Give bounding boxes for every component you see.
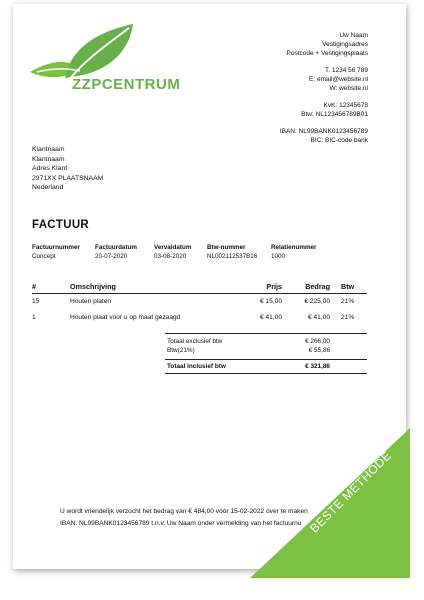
brand-name: ZZPCENTRUM	[72, 76, 181, 93]
sender-btw: Btw: NL123456789B01	[301, 111, 368, 118]
sender-postcode: Postcode + Vestigingsplaats	[286, 50, 368, 57]
column-header-description: Omschrijving	[70, 282, 116, 291]
client-address: Adres Klant	[32, 165, 68, 173]
meta-value: 03-08-2020	[154, 252, 187, 260]
meta-label: Factuurdatum	[95, 244, 137, 251]
row-qty: 1	[32, 314, 36, 321]
sender-kvk: KvK: 12345678	[323, 102, 368, 109]
grand-total-divider	[165, 373, 367, 374]
total-incl-value: € 321,86	[305, 363, 330, 370]
meta-invoice-number	[32, 244, 80, 261]
meta-value: 1000	[271, 252, 286, 260]
vat-label: Btw(21%)	[167, 347, 195, 354]
column-header-price: Prijs	[266, 282, 282, 291]
row-amount: € 225,00	[304, 298, 330, 305]
header-divider	[32, 293, 367, 294]
client-name: Klantnaam	[32, 146, 65, 153]
sender-iban: IBAN: NL99BANK0123456789	[279, 128, 368, 135]
meta-value: Concept	[32, 252, 56, 260]
meta-due-date	[154, 244, 191, 261]
meta-value: 20-07-2020	[95, 252, 128, 260]
sender-web: W: website.nl	[329, 85, 368, 92]
meta-relation-number	[271, 244, 317, 261]
meta-label: Btw-nummer	[207, 244, 246, 251]
client-postcode: 2971XX PLAATSNAAM	[32, 174, 104, 182]
invoice-title: FACTUUR	[32, 219, 90, 231]
sender-bic: BIC: BIC-code bank	[310, 137, 368, 144]
sender-phone: T. 1234 56 789	[324, 67, 368, 74]
row-amount: € 41,00	[308, 314, 330, 321]
sender-address: Vestigingsadres	[322, 41, 368, 48]
row-vat: 21%	[341, 298, 355, 305]
totals-divider	[165, 333, 367, 334]
total-incl-label: Totaal inclusief btw	[167, 363, 226, 370]
client-country: Nederland	[32, 184, 64, 192]
column-header-amount: Bedrag	[305, 282, 330, 291]
row-vat: 21%	[341, 314, 355, 321]
row-price: € 15,00	[260, 298, 282, 305]
client-name-2: Klantnaam	[32, 155, 65, 163]
meta-invoice-date	[95, 244, 137, 261]
meta-label: Vervaldatum	[154, 244, 192, 251]
sender-name: Uw Naam	[339, 32, 368, 39]
row-description: Houten plaat voor u op maat gezaagd	[70, 314, 181, 321]
column-header-vat: Btw	[341, 282, 355, 291]
row-price: € 41,00	[260, 314, 282, 321]
client-block	[32, 145, 103, 193]
vat-value: € 55,86	[308, 347, 330, 354]
total-excl-value: € 266,00	[305, 338, 330, 345]
column-header-number: #	[32, 282, 36, 291]
sender-email: E: email@website.nl	[309, 76, 368, 83]
meta-label: Relatienummer	[271, 244, 317, 251]
payment-line-2: IBAN: NL99BANK0123456789 t.n.v. Uw Naam onder vermelding van het factuurnu	[60, 519, 302, 527]
subtotal-divider	[165, 359, 367, 360]
payment-line-1: U wordt vriendelijk verzocht het bedrag van € 484,00 vóór 15-02-2022 over te maken	[60, 508, 308, 515]
total-excl-label: Totaal exclusief btw	[167, 338, 223, 345]
meta-label: Factuurnummer	[32, 244, 80, 251]
meta-vat-number	[207, 244, 257, 261]
sender-block	[280, 31, 368, 145]
row-description: Houten platen	[70, 298, 112, 305]
row-qty: 15	[32, 298, 40, 305]
meta-value: NL002112537B16	[207, 252, 258, 260]
ribbon-label: BESTE METHODE	[307, 448, 395, 536]
